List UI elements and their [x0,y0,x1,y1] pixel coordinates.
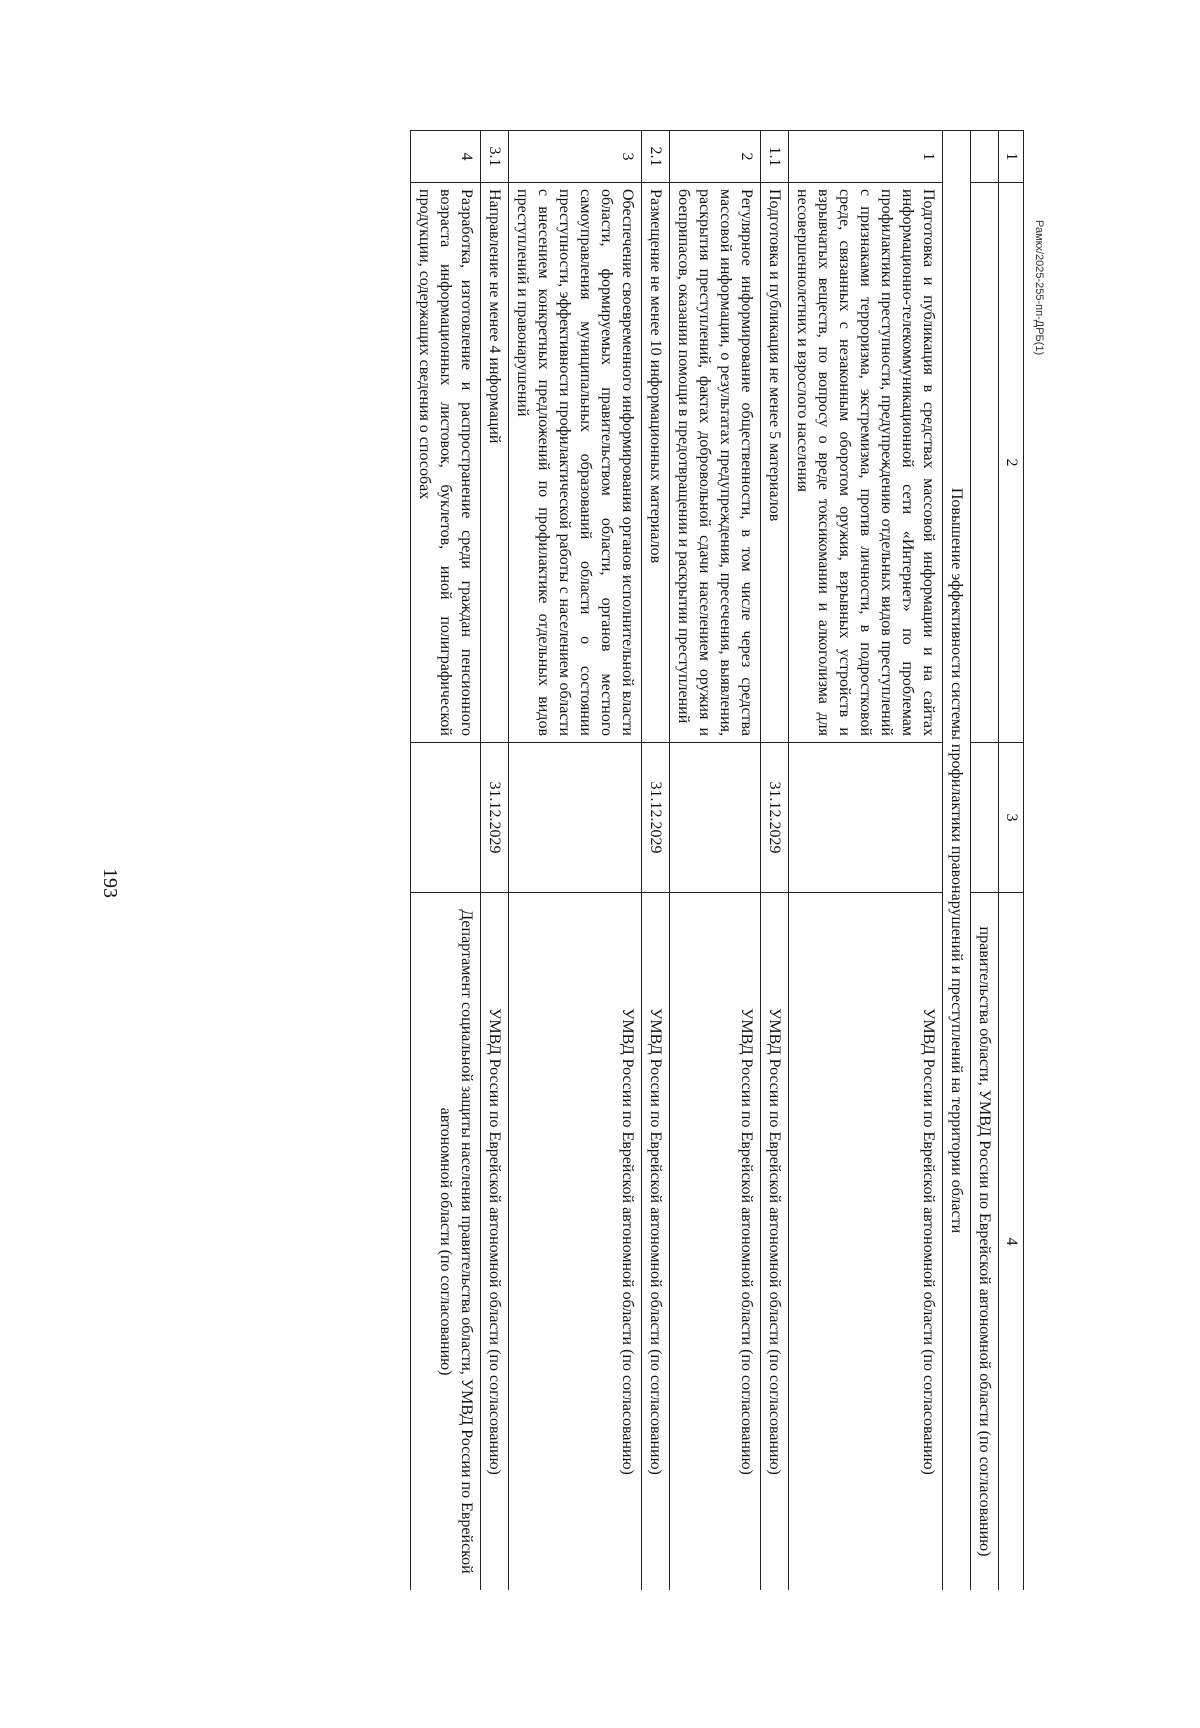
activity-cell: Направление не менее 4 информаций [481,183,509,743]
deadline-cell: 31.12.2029 [642,743,670,893]
executor-cell: УМВД России по Еврейской автономной области (по согласованию) [509,893,642,1591]
deadline-cell [971,743,999,893]
row-number-cell [971,131,999,183]
activity-cell: Обеспечение своевременного информирования органов исполнительной власти области, формируемых правительством области, органов местного самоуправления муниципальных образований области о состоянии преступности, эффективности профилактической работы с населением области с внесением конкретных предложений по профилактике отдельных видов преступлений и правонарушений [509,183,642,743]
measures-table [410,130,1024,1590]
table-row [761,131,789,1591]
row-number-cell: 3.1 [481,131,509,183]
section-title-row [943,131,971,1591]
deadline-cell: 31.12.2029 [481,743,509,893]
activity-cell: Подготовка и публикация в средствах массовой информации и на сайтах информационно-телекоммуникационной сети «Интернет» по проблемам профилактики преступности, предупреждению отдельных видов преступлений с признаками терроризма, экстремизма, против личности, в подростковой среде, связанных с незаконным оборотом оружия, взрывных устройств и взрывчатых веществ, по вопросу о вреде токсикомании и алкоголизма для несовершеннолетних и взрослого населения [789,183,943,743]
table-row [481,131,509,1591]
section-title: Повышение эффективности системы профилактики правонарушений и преступлений на территории области [943,131,971,1591]
rotated-page-content [184,130,1024,1590]
executor-cell: УМВД России по Еврейской автономной области (по согласованию) [670,893,761,1591]
row-number-cell: 3 [509,131,642,183]
row-number-cell: 4 [411,131,481,183]
activity-cell: Регулярное информирование общественности, в том числе через средства массовой информации, о результатах предупреждения, пресечения, выявления, раскрытия преступлений, фактах добровольной сдачи населением оружия и боеприпасов, оказании помощи в предотвращении и раскрытии преступлений [670,183,761,743]
table-row [670,131,761,1591]
activity-cell: Подготовка и публикация не менее 5 материалов [761,183,789,743]
table-row [509,131,642,1591]
deadline-cell [789,743,943,893]
header-cell-1: 1 [999,131,1024,183]
table-row [642,131,670,1591]
table-row [411,131,481,1591]
executor-cell: Департамент социальной защиты населения правительства области, УМВД России по Еврейской автономной области (по согласованию) [411,893,481,1591]
row-number-cell: 1.1 [761,131,789,183]
document-code: Рамкх/2025-255-пп-ДРБ(1) [1033,220,1045,356]
header-cell-2: 2 [999,183,1024,743]
executor-cell: УМВД России по Еврейской автономной области (по согласованию) [761,893,789,1591]
header-cell-3: 3 [999,743,1024,893]
deadline-cell [411,743,481,893]
table-row-continued [971,131,999,1591]
row-number-cell: 2.1 [642,131,670,183]
table-header-row [999,131,1024,1591]
table-row [789,131,943,1591]
page-number: 193 [99,868,121,898]
deadline-cell: 31.12.2029 [761,743,789,893]
deadline-cell [509,743,642,893]
table-viewport [184,130,1024,1590]
deadline-cell [670,743,761,893]
executor-cell: УМВД России по Еврейской автономной области (по согласованию) [642,893,670,1591]
executor-cell: правительства области, УМВД России по Еврейской автономной области (по согласованию) [971,893,999,1591]
activity-cell: Размещение не менее 10 информационных материалов [642,183,670,743]
header-cell-4: 4 [999,893,1024,1591]
activity-cell: Разработка, изготовление и распространение среди граждан пенсионного возраста информационных листовок, буклетов, иной полиграфической продукции, содержащих сведения о способах [411,183,481,743]
activity-cell [971,183,999,743]
executor-cell: УМВД России по Еврейской автономной области (по согласованию) [789,893,943,1591]
row-number-cell: 2 [670,131,761,183]
row-number-cell: 1 [789,131,943,183]
executor-cell: УМВД России по Еврейской автономной области (по согласованию) [481,893,509,1591]
